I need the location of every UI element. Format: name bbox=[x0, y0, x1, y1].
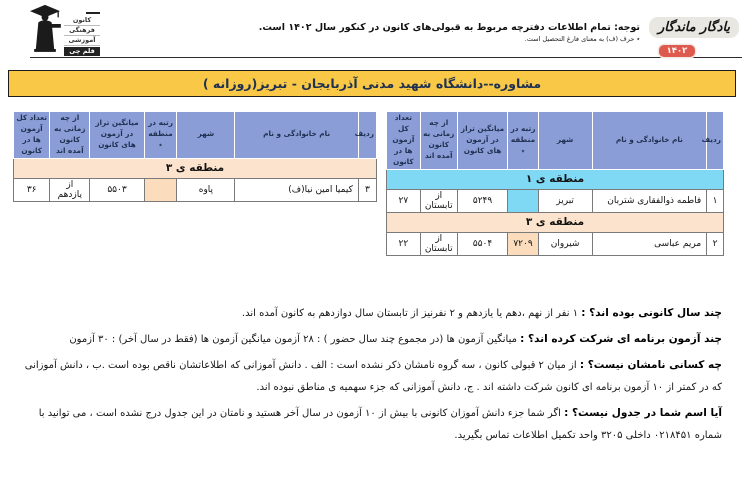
table-header-row bbox=[387, 112, 724, 170]
results-table-right bbox=[386, 111, 724, 256]
col-header-score: میانگین تراز در آزمون های کانون bbox=[457, 112, 508, 170]
col-header-since: از چه زمانی به کانون آمده اند bbox=[420, 112, 457, 170]
section-row-region3 bbox=[387, 212, 724, 232]
table-row bbox=[14, 178, 377, 201]
faq-paragraph bbox=[20, 354, 722, 399]
cell-rank bbox=[144, 178, 177, 201]
cell-name: مریم عباسی bbox=[592, 232, 707, 255]
cell-since: از تابستان bbox=[420, 189, 457, 212]
table-row bbox=[387, 189, 724, 212]
faq-paragraph bbox=[20, 302, 722, 325]
logo-line-3: آموزشی bbox=[64, 36, 100, 46]
faq-answer: میانگین آزمون ها (در مجموع چند سال حضور ) : ۲۸ آزمون میانگین آزمون ها (فقط در سال آخر) : ۳۰ آزمون bbox=[69, 333, 517, 345]
logo-line-4: قلم چی bbox=[64, 47, 100, 56]
kanoon-logo bbox=[28, 4, 100, 56]
faq-answer: اگر شما جزء دانش آموزان کانونی با بیش از ۱۰ آزمون در سال آخر هستید و نامتان در این جدول درج نشده است ، می توانید با شماره ۰۲۱۸۴۵۱ داخلی ۳۲۰۵ واحد تکمیل اطلاعات تماس بگیرید. bbox=[38, 407, 722, 441]
cell-total: ۲۷ bbox=[387, 189, 421, 212]
section-row-region3 bbox=[14, 158, 377, 178]
header-note-block bbox=[259, 22, 640, 43]
cell-rank bbox=[508, 189, 538, 212]
header-note: توجه: تمام اطلاعات دفترچه مربوط به قبولی‌های کانون در کنکور سال ۱۴۰۲ است. bbox=[258, 22, 640, 33]
header-footnote: ٭ حرف (ف) به معنای فارغ التحصیل است. bbox=[524, 35, 640, 43]
table-row bbox=[387, 232, 724, 255]
faq-question: چند سال کانونی بوده اند؟ : bbox=[581, 306, 722, 319]
faq-answer: از میان ۲ قبولی کانون ، سه گروه نامشان ذکر نشده است : الف . دانش آموزانی که اطلاعاتشان ناقص بوده است .ب ، دانش آموزانی که در کمتر از ۱۰ آزمون برنامه ای کانون شرکت داشته اند . ج، دانش آموزانی که جزء سهمیه ی مناطق نبوده اند. bbox=[24, 359, 722, 393]
col-header-name: نام خانوادگی و نام bbox=[235, 112, 358, 159]
col-header-since: از چه زمانی به کانون آمده اند bbox=[50, 112, 90, 159]
section-title: منطقه ی ۳ bbox=[387, 212, 724, 232]
table-header-row bbox=[14, 112, 377, 159]
logo-line-2: فرهنگی bbox=[64, 26, 100, 36]
cell-score: ۵۲۴۹ bbox=[457, 189, 508, 212]
col-header-index: ردیف bbox=[358, 112, 376, 159]
cell-total: ۳۶ bbox=[14, 178, 50, 201]
col-header-total: تعداد کل آزمون ها در کانون bbox=[14, 112, 50, 159]
cell-score: ۵۵۰۳ bbox=[90, 178, 144, 201]
col-header-name: نام خانوادگی و نام bbox=[592, 112, 707, 170]
cell-since: از تابستان bbox=[420, 232, 457, 255]
page-title: مشاوره--دانشگاه شهید مدنی آذربایجان - تبریز(روزانه ) bbox=[202, 76, 542, 91]
kanoon-logo-text bbox=[64, 12, 100, 56]
title-bar bbox=[8, 70, 736, 97]
logo-line-1: کانون bbox=[64, 16, 100, 26]
faq-paragraph bbox=[20, 328, 722, 351]
logo-tick bbox=[86, 12, 100, 14]
cell-score: ۵۵۰۴ bbox=[457, 232, 508, 255]
cell-total: ۲۲ bbox=[387, 232, 421, 255]
results-table-left bbox=[13, 111, 377, 202]
col-header-rank: رتبه در منطقه ٭ bbox=[144, 112, 177, 159]
section-row-region1 bbox=[387, 169, 724, 189]
cell-index: ۳ bbox=[358, 178, 376, 201]
brand-logo: یادگار ماندگار bbox=[649, 17, 739, 38]
faq-paragraph bbox=[20, 402, 722, 447]
faq-question: آیا اسم شما در جدول نیست؟ : bbox=[564, 406, 722, 419]
results-tables bbox=[13, 111, 724, 256]
graduate-icon bbox=[28, 4, 62, 54]
year-badge: ۱۴۰۲ bbox=[659, 45, 696, 57]
col-header-rank: رتبه در منطقه ٭ bbox=[508, 112, 538, 170]
cell-city: تبریز bbox=[538, 189, 592, 212]
cell-name: فاطمه ذوالفقاری شتربان bbox=[592, 189, 707, 212]
col-header-total: تعداد کل آزمون ها در کانون bbox=[387, 112, 421, 170]
header-divider bbox=[30, 57, 742, 58]
section-title: منطقه ی ۱ bbox=[387, 169, 724, 189]
faq-question: چند آزمون برنامه ای شرکت کرده اند؟ : bbox=[520, 332, 722, 345]
faq-answer: ۱ نفر از نهم ،دهم یا یازدهم و ۲ نفرنیز از تابستان سال دوازدهم به کانون آمده اند. bbox=[241, 307, 579, 319]
col-header-score: میانگین تراز در آزمون های کانون bbox=[90, 112, 144, 159]
faq-question: چه کسانی نامشان نیست؟ : bbox=[579, 358, 722, 371]
cell-since: از یازدهم bbox=[50, 178, 90, 201]
brand-block bbox=[648, 16, 740, 57]
page-header bbox=[0, 0, 744, 64]
cell-rank: ۷۲۰۹ bbox=[508, 232, 538, 255]
cell-index: ۱ bbox=[707, 189, 724, 212]
col-header-index: ردیف bbox=[707, 112, 724, 170]
cell-name: کیمیا امین نیا(ف) bbox=[235, 178, 358, 201]
cell-city: شیروان bbox=[538, 232, 592, 255]
cell-index: ۲ bbox=[707, 232, 724, 255]
section-title: منطقه ی ۳ bbox=[14, 158, 377, 178]
cell-city: پاوه bbox=[177, 178, 235, 201]
col-header-city: شهر bbox=[538, 112, 592, 170]
faq-section bbox=[20, 302, 722, 447]
col-header-city: شهر bbox=[177, 112, 235, 159]
